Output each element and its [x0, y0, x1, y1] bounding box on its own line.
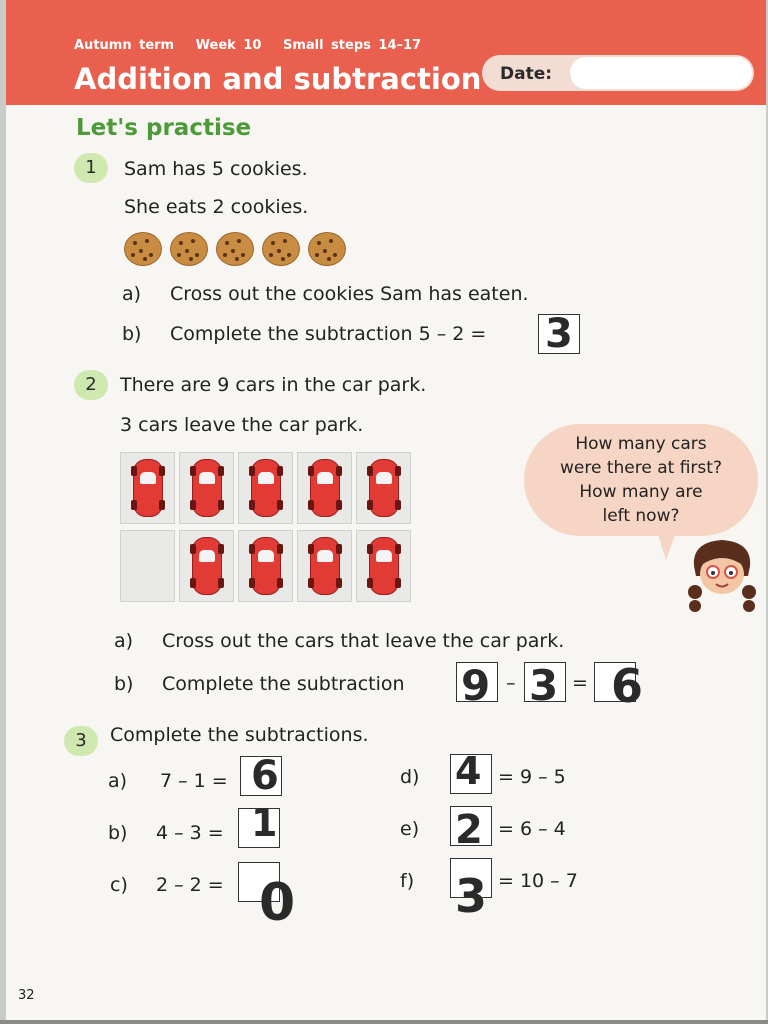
q2-minus-sign: – — [506, 672, 516, 694]
q3-c-expression: 2 – 2 = — [156, 874, 224, 896]
car-icon[interactable] — [369, 459, 399, 517]
q1-b-text: Complete the subtraction 5 – 2 = — [170, 323, 487, 345]
q3-e-answer-box[interactable] — [450, 806, 492, 853]
term-label: Autumn term — [74, 38, 175, 53]
q2-line2: 3 cars leave the car park. — [120, 414, 364, 436]
q2-handwritten-answer-2: 3 — [529, 661, 559, 710]
car-icon[interactable] — [310, 537, 340, 595]
car-icon[interactable] — [133, 459, 163, 517]
q2-line1: There are 9 cars in the car park. — [120, 374, 427, 396]
q1-line1: Sam has 5 cookies. — [124, 158, 308, 180]
desk-edge — [0, 1020, 768, 1024]
car-park-grid — [120, 452, 410, 604]
steps-label: Small steps 14–17 — [282, 38, 422, 53]
q3-f-handwritten-answer: 3 — [455, 869, 488, 923]
q2-a-text: Cross out the cars that leave the car park. — [162, 630, 565, 652]
page-number: 32 — [18, 988, 35, 1003]
q1-answer-box[interactable] — [538, 311, 580, 357]
parking-space — [179, 530, 234, 602]
q3-e-label: e) — [400, 818, 420, 840]
car-icon[interactable] — [310, 459, 340, 517]
speech-line-3: How many are — [579, 482, 703, 502]
parking-space — [356, 530, 411, 602]
q2-answer-box-3[interactable] — [594, 659, 644, 713]
q3-a-expression: 7 – 1 = — [160, 770, 228, 792]
empty-parking-space — [120, 530, 175, 602]
q3-d-answer-box[interactable] — [450, 749, 492, 794]
speech-line-2: were there at first? — [560, 458, 722, 478]
parking-space — [179, 452, 234, 524]
date-pill — [482, 55, 754, 91]
date-field[interactable] — [570, 57, 752, 89]
q3-d-label: d) — [400, 766, 420, 788]
worksheet-page — [6, 0, 766, 1020]
q3-d-handwritten-answer: 4 — [455, 749, 482, 793]
q1-handwritten-answer: 3 — [545, 311, 573, 357]
q3-c-handwritten-answer: 0 — [259, 873, 296, 933]
question-number-2: 2 — [74, 370, 108, 400]
q2-equals-sign: = — [572, 672, 588, 694]
q3-text: Complete the subtractions. — [110, 724, 369, 746]
q3-e-handwritten-answer: 2 — [455, 807, 483, 853]
q3-b-handwritten-answer: 1 — [251, 801, 278, 845]
date-label: Date: — [500, 64, 553, 84]
car-icon[interactable] — [369, 537, 399, 595]
q3-a-label: a) — [108, 770, 128, 792]
section-title: Let's practise — [76, 115, 252, 141]
q3-f-expression: = 10 – 7 — [498, 870, 578, 892]
q2-b-label: b) — [114, 673, 134, 695]
question-number-3: 3 — [64, 726, 98, 756]
week-label: Week 10 — [195, 38, 262, 53]
q2-a-label: a) — [114, 630, 134, 652]
parking-space — [238, 452, 293, 524]
parking-space — [238, 530, 293, 602]
q1-a-label: a) — [122, 283, 142, 305]
q3-a-handwritten-answer: 6 — [251, 753, 279, 799]
speech-line-1: How many cars — [575, 434, 707, 454]
q2-handwritten-answer-1: 9 — [461, 661, 491, 710]
q2-handwritten-answer-3: 6 — [611, 659, 644, 713]
header-subtitle — [74, 38, 435, 53]
car-icon[interactable] — [192, 459, 222, 517]
header-banner — [6, 0, 766, 105]
speech-bubble — [524, 424, 758, 536]
cookie-icon[interactable] — [216, 232, 254, 266]
q1-line2: She eats 2 cookies. — [124, 196, 309, 218]
q3-e-expression: = 6 – 4 — [498, 818, 566, 840]
q3-b-label: b) — [108, 822, 128, 844]
parking-space — [356, 452, 411, 524]
girl-character-icon — [686, 536, 758, 614]
q3-b-answer-box[interactable] — [238, 801, 280, 848]
cookie-icon[interactable] — [308, 232, 346, 266]
q2-b-text: Complete the subtraction — [162, 673, 405, 695]
parking-space — [297, 452, 352, 524]
speech-bubble-tail — [654, 522, 680, 560]
car-icon[interactable] — [192, 537, 222, 595]
speech-line-4: left now? — [602, 506, 680, 526]
q3-c-label: c) — [110, 874, 128, 896]
car-icon[interactable] — [251, 537, 281, 595]
car-icon[interactable] — [251, 459, 281, 517]
q3-a-answer-box[interactable] — [240, 753, 282, 799]
cookie-icon[interactable] — [124, 232, 162, 266]
q2-answer-box-2[interactable] — [524, 661, 566, 710]
q2-answer-box-1[interactable] — [456, 661, 498, 710]
page-title: Addition and subtraction — [74, 62, 482, 96]
cookie-icon[interactable] — [170, 232, 208, 266]
q1-a-text: Cross out the cookies Sam has eaten. — [170, 283, 529, 305]
question-number-1: 1 — [74, 153, 108, 183]
cookie-icon[interactable] — [262, 232, 300, 266]
parking-space — [120, 452, 175, 524]
q3-c-answer-box[interactable] — [238, 862, 296, 933]
q3-f-answer-box[interactable] — [450, 858, 492, 923]
q3-f-label: f) — [400, 870, 415, 892]
q1-b-label: b) — [122, 323, 142, 345]
q3-b-expression: 4 – 3 = — [156, 822, 224, 844]
parking-space — [297, 530, 352, 602]
q3-d-expression: = 9 – 5 — [498, 766, 566, 788]
